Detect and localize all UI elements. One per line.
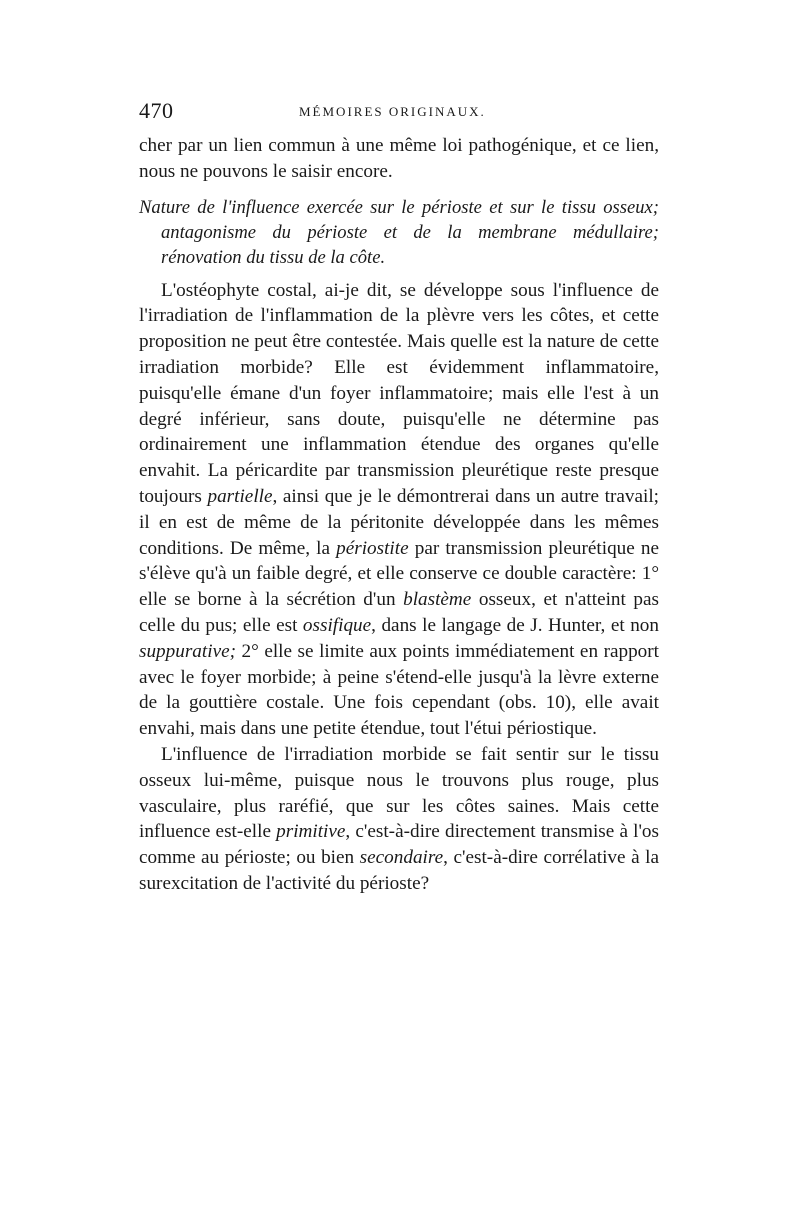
paragraph-influence (139, 742, 659, 897)
section-heading: Nature de l'influence exercée sur le périoste et sur le tissu osseux; antagonisme du périoste et de la membrane médullaire; rénovation du tissu de la côte. (139, 196, 659, 268)
emphasis-blasteme: blastème (403, 589, 472, 611)
emphasis-ossifique: ossifique (302, 614, 372, 636)
running-head (139, 98, 659, 128)
text-run: , c'est-à-dire directement transmise à l'os comme au périoste; ou bien (139, 821, 659, 869)
emphasis-primitive: primitive (276, 821, 346, 843)
running-title: MÉMOIRES ORIGINAUX. (299, 104, 486, 119)
text-run: osseux, et n'atteint pas celle du pus; elle est (139, 589, 659, 636)
text-run: L'ostéophyte costal, ai-je dit, se développe sous l'influence de l'irradiation de l'inflammation de la plèvre vers les côtes, et cette proposition ne peut être contestée. Mais quelle est la nature de cette irradiation morbide? Elle est évidemment inflammatoire, puisqu'elle émane d'un foyer inflammatoire; mais elle l'est à un degré inférieur, sans doute, puisqu'elle ne détermine pas ordinairement une inflammation étendue des organes qu'elle envahit. La péricardite par transmission pleurétique reste presque toujours (139, 279, 659, 507)
text-run: par transmission pleurétique ne s'élève qu'à un faible degré, et elle conserve ce double caractère: 1° elle se borne à la sécrétion d'un (139, 537, 659, 611)
continuation-paragraph: cher par un lien commun à une même loi pathogénique, et ce lien, nous ne pouvons le saisir encore. (139, 135, 659, 182)
text-run: , dans le langage de J. Hunter, et non (371, 614, 659, 636)
emphasis-secondaire: secondaire (359, 847, 444, 869)
body-text (139, 133, 659, 897)
page-number: 470 (139, 98, 174, 123)
emphasis-periostite: périostite (336, 537, 409, 559)
emphasis-suppurative: suppurative; (139, 640, 236, 662)
paragraph-osteophyte (139, 278, 659, 742)
text-run: , ainsi que je le démontrerai dans un autre travail; il en est de même de la péritonite développée dans les mêmes conditions. De même, la (139, 485, 659, 559)
emphasis-partielle: partielle (207, 485, 273, 507)
text-run: , c'est-à-dire corrélative à la surexcitation de l'activité du périoste? (139, 847, 659, 894)
text-run: 2° elle se limite aux points immédiatement en rapport avec le foyer morbide; à peine s'étend-elle jusqu'à la lèvre externe de la gouttière costale. Une fois cependant (obs. 10), elle avait envahi, mais dans une petite étendue, tout l'étui périostique. (139, 640, 659, 740)
text-run: L'influence de l'irradiation morbide se fait sentir sur le tissu osseux lui-même, puisque nous le trouvons plus rouge, plus vasculaire, plus raréfié, que sur les côtes saines. Mais cette influence est-elle (139, 743, 659, 843)
